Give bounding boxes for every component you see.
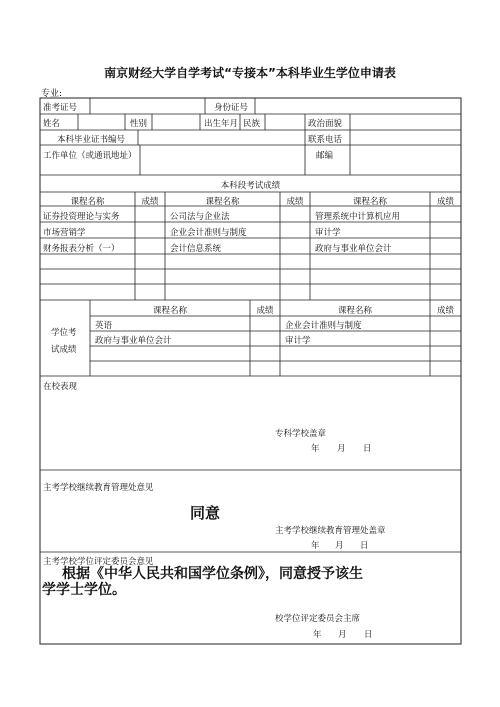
degree-course: 政府与事业单位会计 bbox=[95, 336, 172, 346]
ethnicity-label: 民族 bbox=[243, 119, 261, 129]
birth-label: 出生年月 bbox=[204, 119, 239, 129]
id-no-label: 身份证号 bbox=[214, 103, 249, 113]
date-year: 年 bbox=[311, 541, 320, 551]
degree-committee-label: 主考学校学位评定委员会意见 bbox=[43, 557, 154, 567]
degree-col-score-1: 成绩 bbox=[256, 306, 274, 316]
exam-course: 财务报表分析（一） bbox=[43, 244, 120, 254]
exam-course: 企业会计准则与制度 bbox=[170, 228, 247, 238]
cert-no-label: 本科毕业证书编号 bbox=[57, 135, 126, 145]
work-unit-label: 工作单位（或通讯地址） bbox=[43, 151, 137, 161]
exam-course: 管理系统中计算机应用 bbox=[315, 212, 401, 222]
name-label: 姓名 bbox=[43, 119, 61, 129]
degree-label-line1: 学位考 bbox=[51, 328, 77, 338]
phone-label: 联系电话 bbox=[308, 135, 343, 145]
degree-label-line2: 试成绩 bbox=[51, 345, 77, 355]
school-performance-label: 在校表现 bbox=[43, 382, 78, 392]
continuing-edu-opinion: 同意 bbox=[190, 504, 221, 522]
major-label: 专业: bbox=[41, 89, 63, 99]
continuing-edu-label: 主考学校继续教育管理处意见 bbox=[43, 483, 154, 493]
degree-course: 企业会计准则与制度 bbox=[285, 321, 362, 331]
degree-col-score-2: 成绩 bbox=[436, 306, 454, 316]
date-year: 年 bbox=[311, 444, 320, 454]
date-day: 日 bbox=[364, 630, 373, 640]
gender-label: 性别 bbox=[130, 119, 148, 129]
degree-col-course-2: 课程名称 bbox=[337, 306, 372, 316]
date-year: 年 bbox=[313, 630, 322, 640]
politics-label: 政治面貌 bbox=[308, 119, 343, 129]
date-day: 日 bbox=[360, 541, 369, 551]
committee-chair-label: 校学位评定委员会主席 bbox=[275, 614, 361, 624]
form-title: 南京财经大学自学考试“专接本”本科毕业生学位申请表 bbox=[104, 66, 396, 80]
exam-col-course-1: 课程名称 bbox=[70, 197, 105, 207]
date-month: 月 bbox=[338, 630, 347, 640]
postcode-label: 邮编 bbox=[316, 151, 334, 161]
degree-col-course-1: 课程名称 bbox=[152, 306, 187, 316]
school-stamp-label: 专科学校盖章 bbox=[275, 429, 327, 439]
degree-committee-opinion-line1: 根据《中华人民共和国学位条例》，同意授予该生 bbox=[62, 566, 363, 582]
exam-course: 会计信息系统 bbox=[170, 244, 222, 254]
continuing-edu-stamp: 主考学校继续教育管理处盖章 bbox=[275, 526, 386, 536]
exam-no-label: 准考证号 bbox=[43, 103, 78, 113]
degree-course: 英语 bbox=[95, 321, 113, 331]
date-day: 日 bbox=[363, 444, 372, 454]
exam-course: 公司法与企业法 bbox=[170, 212, 230, 222]
exam-col-score-3: 成绩 bbox=[436, 197, 454, 207]
degree-course: 审计学 bbox=[285, 336, 311, 346]
exam-col-score-2: 成绩 bbox=[286, 197, 304, 207]
exam-course: 市场营销学 bbox=[43, 228, 86, 238]
date-month: 月 bbox=[335, 541, 344, 551]
exam-course: 审计学 bbox=[315, 228, 341, 238]
exam-col-course-2: 课程名称 bbox=[205, 197, 240, 207]
exam-col-course-3: 课程名称 bbox=[352, 197, 387, 207]
date-month: 月 bbox=[337, 444, 346, 454]
exam-course: 证券投资理论与实务 bbox=[43, 212, 120, 222]
exam-course: 政府与事业单位会计 bbox=[315, 244, 392, 254]
exam-col-score-1: 成绩 bbox=[141, 197, 159, 207]
degree-committee-opinion-line2: 学学士学位。 bbox=[42, 582, 126, 598]
exam-section-heading: 本科段考试成绩 bbox=[220, 181, 281, 191]
